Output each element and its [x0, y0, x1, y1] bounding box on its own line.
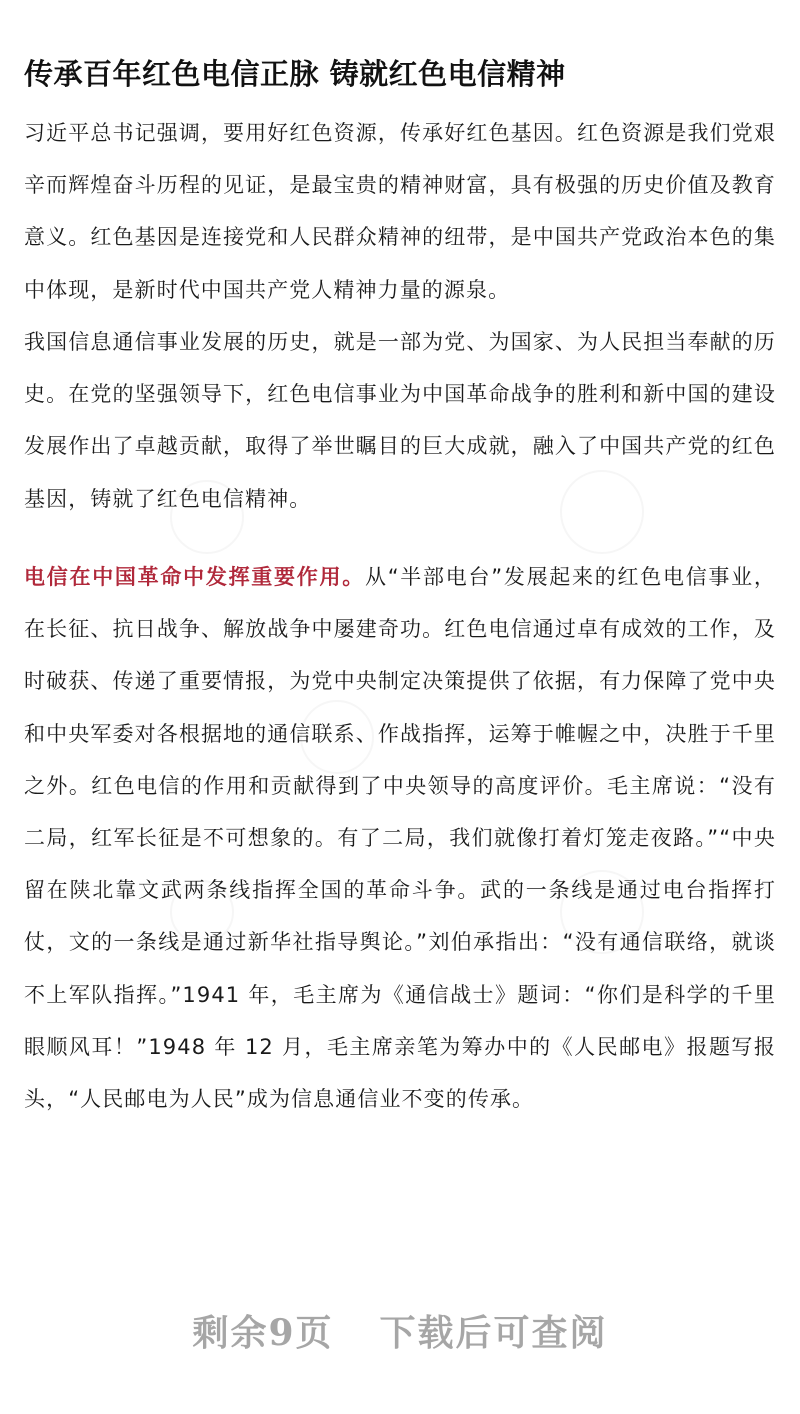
remaining-pages-text: 剩余9页 — [192, 1312, 334, 1354]
paragraph-3-heading: 电信在中国革命中发挥重要作用。 — [24, 565, 365, 589]
paragraph-2: 我国信息通信事业发展的历史，就是一部为党、为国家、为人民担当奉献的历史。在党的坚强领导下，红色电信事业为中国革命战争的胜利和新中国的建设发展作出了卓越贡献，取得了举世瞩目的巨大成就，融入了中国共产党的红色基因，铸就了红色电信精神。 — [24, 330, 776, 511]
download-hint-text: 下载后可查阅 — [379, 1312, 608, 1354]
download-prompt[interactable] — [0, 1305, 800, 1356]
document-title: 传承百年红色电信正脉 铸就红色电信精神 — [24, 57, 566, 91]
paragraph-1: 习近平总书记强调，要用好红色资源，传承好红色基因。红色资源是我们党艰辛而辉煌奋斗历程的见证，是最宝贵的精神财富，具有极强的历史价值及教育意义。红色基因是连接党和人民群众精神的纽带，是中国共产党政治本色的集中体现，是新时代中国共产党人精神力量的源泉。 — [24, 121, 776, 302]
paragraph-3 — [24, 551, 776, 1125]
paragraph-3-body: 从“半部电台”发展起来的红色电信事业，在长征、抗日战争、解放战争中屡建奇功。红色电信通过卓有成效的工作，及时破获、传递了重要情报，为党中央制定决策提供了依据，有力保障了党中央和中央军委对各根据地的通信联系、作战指挥，运筹于帷幄之中，决胜于千里之外。红色电信的作用和贡献得到了中央领导的高度评价。毛主席说：“没有二局，红军长征是不可想象的。有了二局，我们就像打着灯笼走夜路。”“中央留在陕北靠文武两条线指挥全国的革命斗争。武的一条线是通过电台指挥打仗，文的一条线是通过新华社指导舆论。”刘伯承指出：“没有通信联络，就谈不上军队指挥。”1941 年，毛主席为《通信战士》题词：“你们是科学的千里眼顺风耳！”1948 年 12 月，毛主席亲笔为筹办中的《人民邮电》报题写报头，“人民邮电为人民”成为信息通信业不变的传承。 — [24, 565, 776, 1112]
